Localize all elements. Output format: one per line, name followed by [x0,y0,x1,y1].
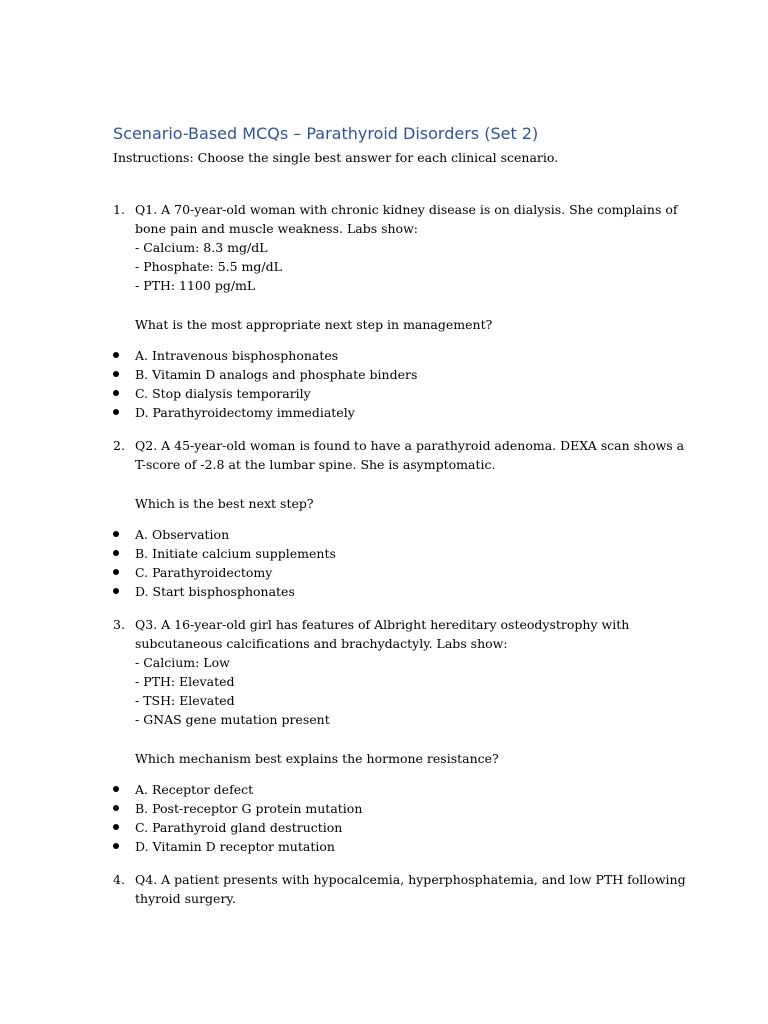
question-text-line: subcutaneous calcifications and brachydactyly. Labs show: [135,636,508,651]
option-text: B. Vitamin D analogs and phosphate binders [135,367,418,382]
question-text-line: - GNAS gene mutation present [135,712,330,727]
option-text: B. Post-receptor G protein mutation [135,801,363,816]
question-text-line: - Calcium: Low [135,655,230,670]
question-text-line: - PTH: 1100 pg/mL [135,278,256,293]
bullet-icon [113,805,119,811]
question-text-line: - Phosphate: 5.5 mg/dL [135,259,282,274]
question-text-line: - TSH: Elevated [135,693,235,708]
question-prompt: Which is the best next step? [135,496,314,511]
question-text-line: - Calcium: 8.3 mg/dL [135,240,268,255]
option-text: D. Vitamin D receptor mutation [135,839,335,854]
option-text: A. Observation [135,527,230,542]
bullet-icon [113,371,119,377]
question-text-line: Q1. A 70-year-old woman with chronic kidney disease is on dialysis. She complains of [135,202,678,217]
question-text-line: bone pain and muscle weakness. Labs show: [135,221,418,236]
question-number: 2. [113,438,125,453]
option-text: A. Receptor defect [135,782,254,797]
question-text-line: T-score of -2.8 at the lumbar spine. She is asymptomatic. [135,457,496,472]
option-text: A. Intravenous bisphosphonates [135,348,339,363]
bullet-icon [113,409,119,415]
question-number: 3. [113,617,125,632]
question-prompt: What is the most appropriate next step in management? [135,317,493,332]
question-text-line: Q4. A patient presents with hypocalcemia, hyperphosphatemia, and low PTH following [135,872,686,887]
question-prompt: Which mechanism best explains the hormone resistance? [135,751,499,766]
bullet-icon [113,824,119,830]
option-text: C. Parathyroidectomy [135,565,273,580]
bullet-icon [113,843,119,849]
bullet-icon [113,390,119,396]
option-text: D. Parathyroidectomy immediately [135,405,355,420]
question-number: 1. [113,202,125,217]
option-text: C. Parathyroid gland destruction [135,820,343,835]
bullet-icon [113,352,119,358]
document-title: Scenario-Based MCQs – Parathyroid Disorders (Set 2) [113,124,539,143]
question-number: 4. [113,872,125,887]
option-text: B. Initiate calcium supplements [135,546,336,561]
option-text: D. Start bisphosphonates [135,584,295,599]
question-text-line: Q3. A 16-year-old girl has features of Albright hereditary osteodystrophy with [135,617,630,632]
bullet-icon [113,531,119,537]
bullet-icon [113,550,119,556]
question-text-line: Q2. A 45-year-old woman is found to have a parathyroid adenoma. DEXA scan shows a [135,438,685,453]
bullet-icon [113,786,119,792]
bullet-icon [113,588,119,594]
option-text: C. Stop dialysis temporarily [135,386,311,401]
question-text-line: thyroid surgery. [135,891,236,906]
bullet-icon [113,569,119,575]
question-text-line: - PTH: Elevated [135,674,235,689]
instructions-text: Instructions: Choose the single best answer for each clinical scenario. [113,150,559,165]
